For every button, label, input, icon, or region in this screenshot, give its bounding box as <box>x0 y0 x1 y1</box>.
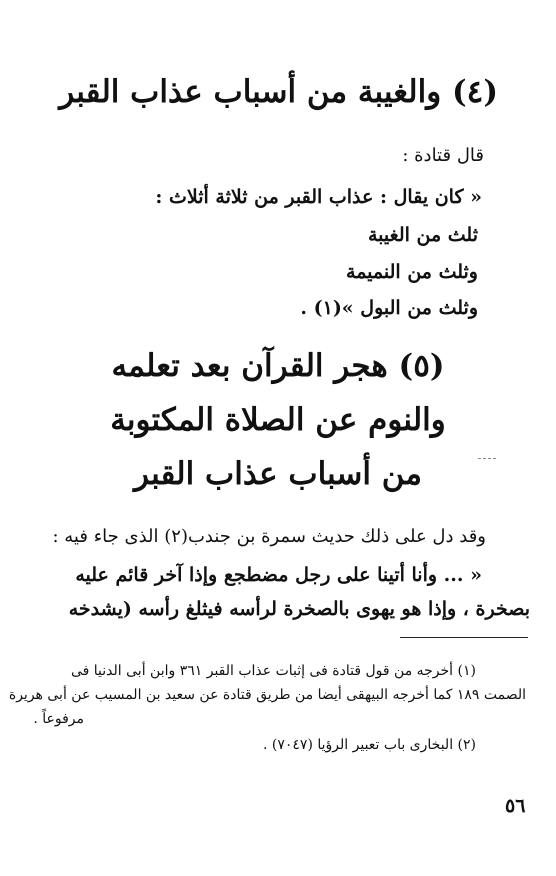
quote-line: ثلث من الغيبة <box>368 224 478 246</box>
quote-line: وثلث من البول »(١) . <box>300 297 478 319</box>
section-4-intro: قال قتادة : <box>402 145 484 166</box>
section-5-heading-line-3: من أسباب عذاب القبر <box>134 456 422 492</box>
page-number: ٥٦ <box>505 795 526 817</box>
footnote-line: (١) أخرجه من قول قتادة فى إثبات عذاب القبر ٣٦١ وابن أبى الدنيا فى <box>70 663 476 679</box>
section-5-heading-line-1: (٥) هجر القرآن بعد تعلمه <box>111 348 445 384</box>
quote-line: « ... وأنا أتينا على رجل مضطجع وإذا آخر قائم عليه <box>75 564 482 586</box>
quote-line: وثلث من النميمة <box>346 261 478 283</box>
section-4-heading: (٤) والغيبة من أسباب عذاب القبر <box>59 74 498 110</box>
section-5-intro: وقد دل على ذلك حديث سمرة بن جندب(٢) الذى جاء فيه : <box>52 526 486 547</box>
section-5-heading-line-2: والنوم عن الصلاة المكتوبة <box>110 402 446 438</box>
footnote-line: الصمت ١٨٩ كما أخرجه البيهقى أيضا من طريق قتادة عن سعيد بن المسيب عن أبى هريرة <box>8 687 526 703</box>
footnote-line: (٢) البخارى باب تعبير الرؤيا (٧٠٤٧) . <box>263 737 476 753</box>
quote-line: « كان يقال : عذاب القبر من ثلاثة أثلاث : <box>155 186 482 208</box>
footnote-separator <box>400 637 528 638</box>
decorative-dash <box>478 458 496 459</box>
footnote-line: مرفوعاً . <box>33 711 84 727</box>
quote-line: بصخرة ، وإذا هو يهوى بالصخرة لرأسه فيثلغ رأسه (يشدخه <box>68 598 530 620</box>
